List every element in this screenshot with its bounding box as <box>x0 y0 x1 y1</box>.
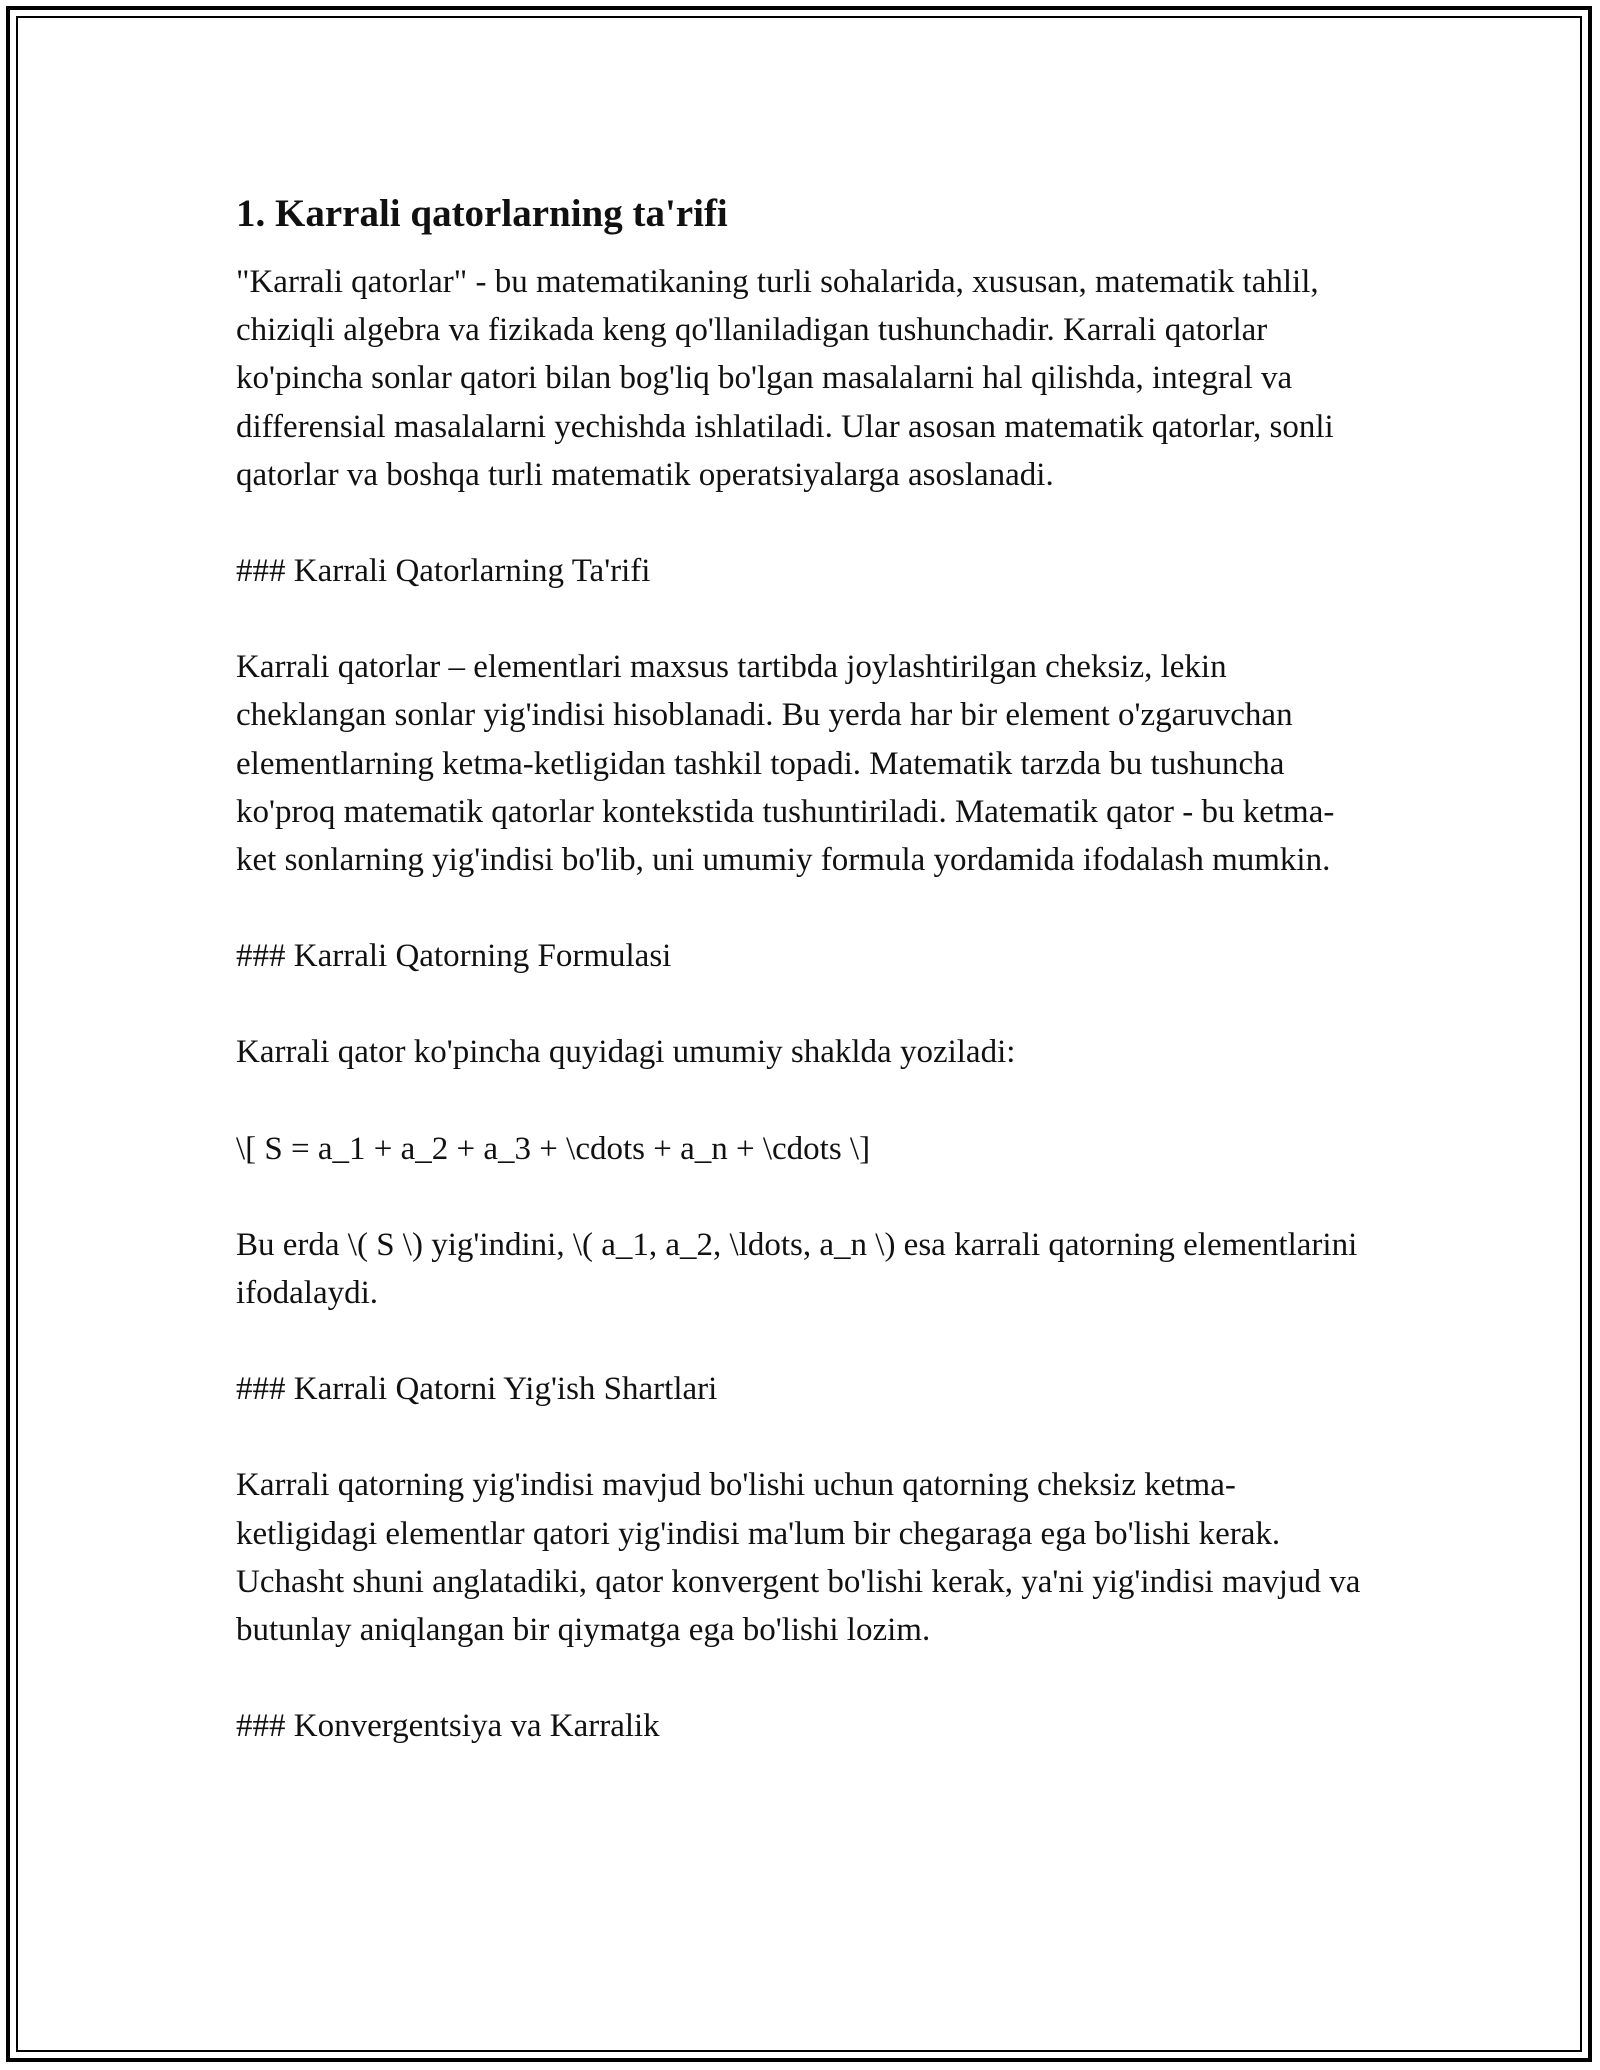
formula-line: \[ S = a_1 + a_2 + a_3 + \cdots + a_n + \cdots \] <box>236 1130 871 1167</box>
section-heading-formula: ### Karrali Qatorning Formulasi <box>236 938 672 975</box>
section-heading-summation: ### Karrali Qatorni Yig'ish Shartlari <box>236 1371 718 1408</box>
section-heading-convergence: ### Konvergentsiya va Karralik <box>236 1708 660 1745</box>
section-heading-definition: ### Karrali Qatorlarning Ta'rifi <box>236 553 651 590</box>
document-body <box>236 188 1366 1798</box>
page-title: 1. Karrali qatorlarning ta'rifi <box>236 192 728 235</box>
formula-intro-paragraph: Karrali qator ko'pincha quyidagi umumiy shaklda yoziladi: <box>236 1034 1016 1071</box>
intro-paragraph: "Karrali qatorlar" - bu matematikaning turli sohalarida, xususan, matematik tahlil, chiziqli algebra va fizikada keng qo'llaniladigan tushunchadir. Karrali qatorlar ko'pincha sonlar qatori bilan bog'liq bo'lgan masalalarni hal qilishda, integral va differensial masalalarni yechishda ishlatiladi. Ular asosan matematik qatorlar, sonli qatorlar va boshqa turli matematik operatsiyalarga asoslanadi. <box>236 264 1334 493</box>
summation-paragraph: Karrali qatorning yig'indisi mavjud bo'lishi uchun qatorning cheksiz ketma-ketligidagi elementlar qatori yig'indisi ma'lum bir chegaraga ega bo'lishi kerak. Uchasht shuni anglatadiki, qator konvergent bo'lishi kerak, ya'ni yig'indisi mavjud va butunlay aniqlangan bir qiymatga ega bo'lishi lozim. <box>236 1467 1361 1649</box>
definition-paragraph: Karrali qatorlar – elementlari maxsus tartibda joylashtirilgan cheksiz, lekin cheklangan sonlar yig'indisi hisoblanadi. Bu yerda har bir element o'zgaruvchan elementlarning ketma-ketligidan tashkil topadi. Matematik tarzda bu tushuncha ko'proq matematik qatorlar kontekstida tushuntiriladi. Matematik qator - bu ketma-ket sonlarning yig'indisi bo'lib, uni umumiy formula yordamida ifodalash mumkin. <box>236 649 1335 879</box>
formula-explanation-paragraph: Bu erda \( S \) yig'indini, \( a_1, a_2, \ldots, a_n \) esa karrali qatorning elementlarini ifodalaydi. <box>236 1226 1358 1312</box>
